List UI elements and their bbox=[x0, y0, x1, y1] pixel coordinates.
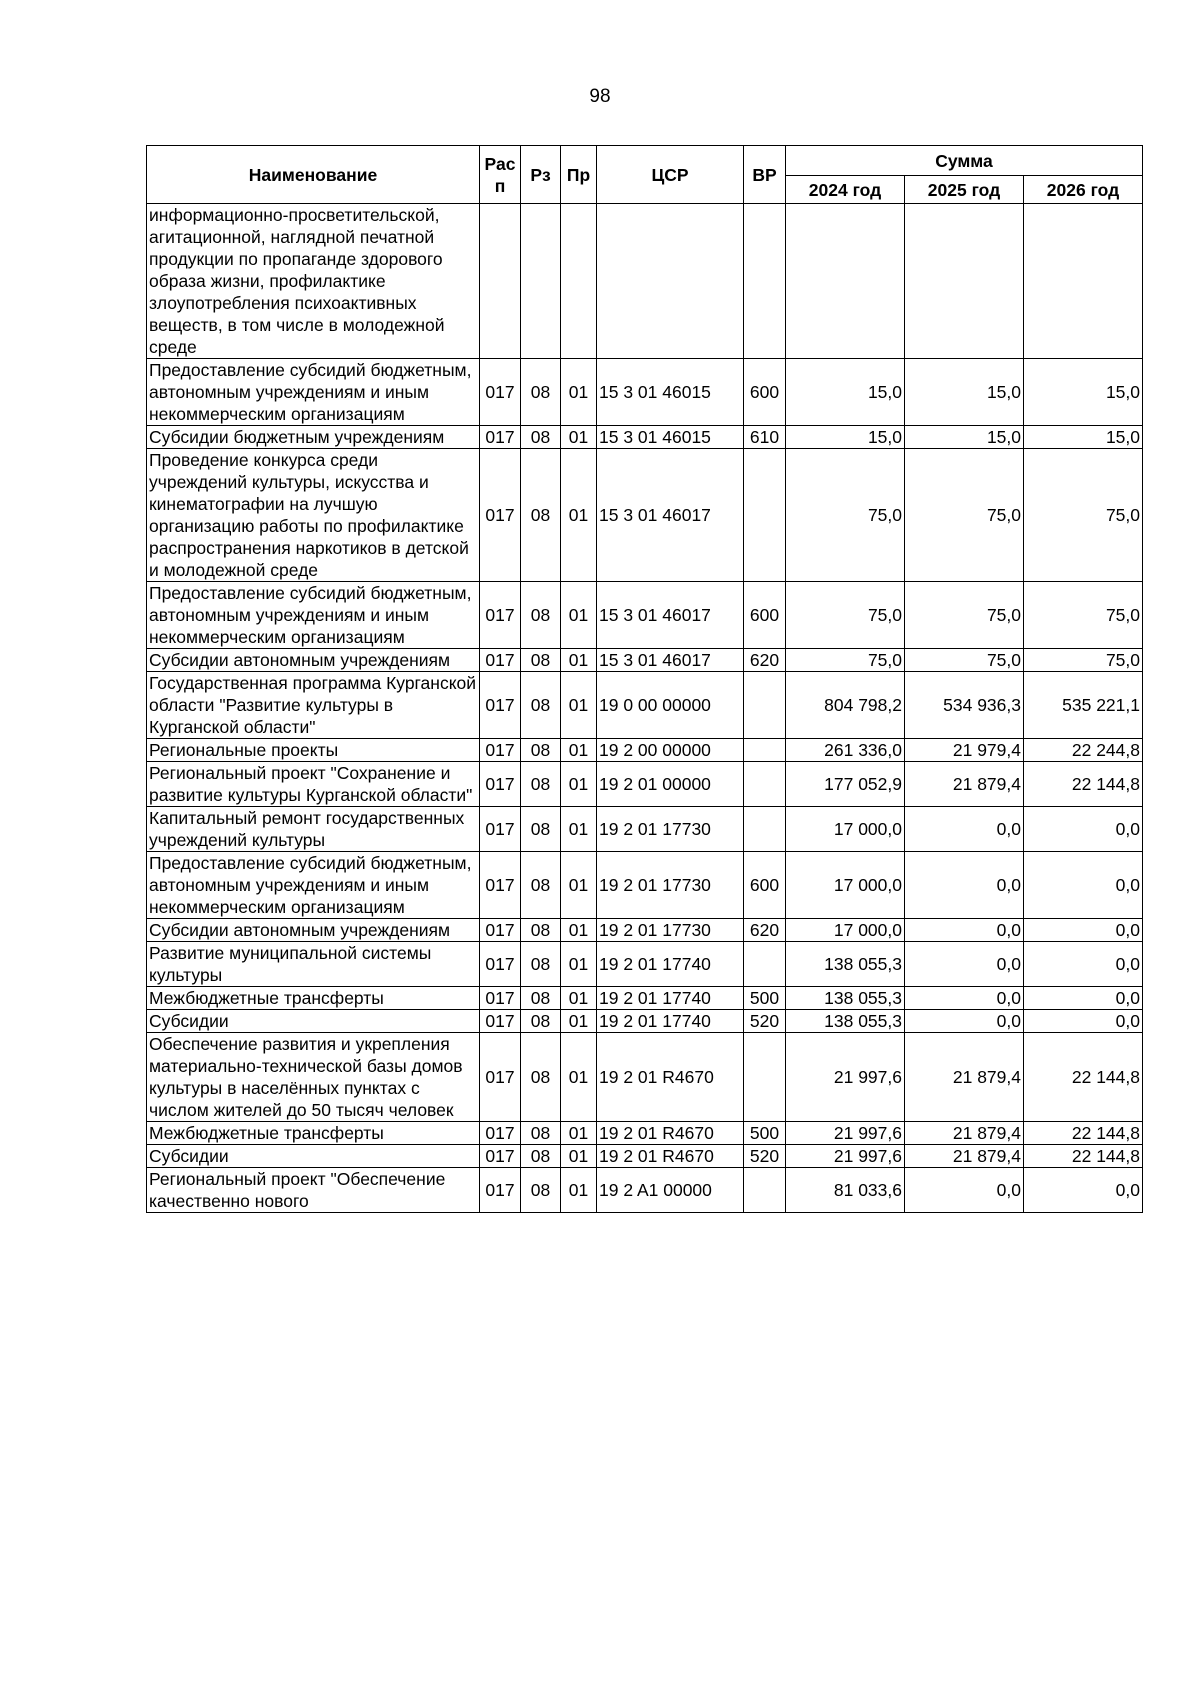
table-row bbox=[147, 426, 1143, 449]
cell-amount-2024: 138 055,3 bbox=[786, 987, 905, 1010]
cell-amount-2024: 75,0 bbox=[786, 582, 905, 649]
cell-csr: 15 3 01 46015 bbox=[597, 426, 744, 449]
cell-amount-2025: 21 879,4 bbox=[905, 1145, 1024, 1168]
cell-rz: 08 bbox=[521, 1010, 561, 1033]
cell-rasp: 017 bbox=[480, 1168, 521, 1213]
table-header bbox=[147, 146, 1143, 204]
header-sum: Сумма bbox=[786, 146, 1143, 176]
cell-amount-2025: 21 979,4 bbox=[905, 739, 1024, 762]
cell-rz: 08 bbox=[521, 852, 561, 919]
cell-vr: 520 bbox=[744, 1010, 786, 1033]
cell-pr: 01 bbox=[561, 1145, 597, 1168]
cell-csr: 19 2 01 17740 bbox=[597, 987, 744, 1010]
cell-csr: 19 2 01 R4670 bbox=[597, 1033, 744, 1122]
cell-rz: 08 bbox=[521, 739, 561, 762]
header-rasp: Рас п bbox=[480, 146, 521, 204]
cell-pr: 01 bbox=[561, 1033, 597, 1122]
cell-name: Межбюджетные трансферты bbox=[147, 1122, 480, 1145]
cell-amount-2025 bbox=[905, 204, 1024, 359]
cell-rz: 08 bbox=[521, 649, 561, 672]
cell-amount-2024: 17 000,0 bbox=[786, 852, 905, 919]
cell-rz: 08 bbox=[521, 987, 561, 1010]
cell-rasp: 017 bbox=[480, 1010, 521, 1033]
cell-rz: 08 bbox=[521, 426, 561, 449]
cell-name: Предоставление субсидий бюджетным, автономным учреждениям и иным некоммерческим организациям bbox=[147, 582, 480, 649]
cell-rasp: 017 bbox=[480, 1033, 521, 1122]
cell-amount-2026: 75,0 bbox=[1024, 582, 1143, 649]
cell-vr: 600 bbox=[744, 359, 786, 426]
cell-vr: 520 bbox=[744, 1145, 786, 1168]
cell-pr: 01 bbox=[561, 919, 597, 942]
cell-amount-2025: 0,0 bbox=[905, 852, 1024, 919]
cell-name: Предоставление субсидий бюджетным, автономным учреждениям и иным некоммерческим организациям bbox=[147, 359, 480, 426]
cell-csr: 19 2 01 00000 bbox=[597, 762, 744, 807]
header-csr: ЦСР bbox=[597, 146, 744, 204]
cell-amount-2024: 261 336,0 bbox=[786, 739, 905, 762]
cell-amount-2026: 0,0 bbox=[1024, 852, 1143, 919]
cell-vr bbox=[744, 807, 786, 852]
cell-rasp: 017 bbox=[480, 987, 521, 1010]
cell-amount-2025: 21 879,4 bbox=[905, 1122, 1024, 1145]
cell-vr: 600 bbox=[744, 582, 786, 649]
header-year-2024: 2024 год bbox=[786, 176, 905, 204]
cell-pr: 01 bbox=[561, 359, 597, 426]
cell-amount-2024: 138 055,3 bbox=[786, 942, 905, 987]
cell-csr: 15 3 01 46017 bbox=[597, 649, 744, 672]
table-row bbox=[147, 204, 1143, 359]
cell-amount-2025: 0,0 bbox=[905, 1168, 1024, 1213]
cell-rasp: 017 bbox=[480, 426, 521, 449]
cell-rz: 08 bbox=[521, 1122, 561, 1145]
header-name: Наименование bbox=[147, 146, 480, 204]
cell-name: Субсидии автономным учреждениям bbox=[147, 919, 480, 942]
cell-amount-2024: 804 798,2 bbox=[786, 672, 905, 739]
cell-rasp: 017 bbox=[480, 1145, 521, 1168]
header-year-2026: 2026 год bbox=[1024, 176, 1143, 204]
cell-amount-2024: 177 052,9 bbox=[786, 762, 905, 807]
cell-rasp: 017 bbox=[480, 359, 521, 426]
cell-amount-2024: 21 997,6 bbox=[786, 1122, 905, 1145]
cell-rz: 08 bbox=[521, 672, 561, 739]
cell-pr: 01 bbox=[561, 942, 597, 987]
cell-csr: 19 2 01 17730 bbox=[597, 919, 744, 942]
cell-amount-2025: 0,0 bbox=[905, 987, 1024, 1010]
cell-amount-2024: 138 055,3 bbox=[786, 1010, 905, 1033]
cell-rz: 08 bbox=[521, 1145, 561, 1168]
cell-amount-2025: 75,0 bbox=[905, 582, 1024, 649]
cell-rz: 08 bbox=[521, 582, 561, 649]
cell-amount-2025: 75,0 bbox=[905, 449, 1024, 582]
cell-amount-2025: 0,0 bbox=[905, 1010, 1024, 1033]
cell-amount-2025: 0,0 bbox=[905, 919, 1024, 942]
cell-csr: 19 2 01 17730 bbox=[597, 852, 744, 919]
cell-amount-2024: 81 033,6 bbox=[786, 1168, 905, 1213]
cell-rz: 08 bbox=[521, 1168, 561, 1213]
cell-rasp: 017 bbox=[480, 762, 521, 807]
cell-amount-2026: 0,0 bbox=[1024, 942, 1143, 987]
table-row bbox=[147, 1122, 1143, 1145]
cell-vr: 500 bbox=[744, 987, 786, 1010]
cell-csr bbox=[597, 204, 744, 359]
cell-vr bbox=[744, 672, 786, 739]
header-year-2025: 2025 год bbox=[905, 176, 1024, 204]
cell-pr: 01 bbox=[561, 1122, 597, 1145]
cell-vr: 500 bbox=[744, 1122, 786, 1145]
cell-amount-2025: 21 879,4 bbox=[905, 762, 1024, 807]
cell-amount-2024: 15,0 bbox=[786, 426, 905, 449]
cell-pr: 01 bbox=[561, 807, 597, 852]
cell-name: Капитальный ремонт государственных учреждений культуры bbox=[147, 807, 480, 852]
cell-vr bbox=[744, 942, 786, 987]
cell-pr bbox=[561, 204, 597, 359]
budget-table bbox=[146, 145, 1143, 1213]
cell-name: Предоставление субсидий бюджетным, автономным учреждениям и иным некоммерческим организациям bbox=[147, 852, 480, 919]
cell-rasp: 017 bbox=[480, 807, 521, 852]
cell-amount-2026: 15,0 bbox=[1024, 426, 1143, 449]
cell-amount-2026: 0,0 bbox=[1024, 919, 1143, 942]
table-row bbox=[147, 1168, 1143, 1213]
cell-csr: 19 2 01 17740 bbox=[597, 942, 744, 987]
table-row bbox=[147, 762, 1143, 807]
cell-amount-2026: 0,0 bbox=[1024, 1168, 1143, 1213]
cell-rz: 08 bbox=[521, 762, 561, 807]
cell-amount-2025: 0,0 bbox=[905, 807, 1024, 852]
header-vr: ВР bbox=[744, 146, 786, 204]
cell-rz: 08 bbox=[521, 807, 561, 852]
cell-amount-2026: 22 144,8 bbox=[1024, 1145, 1143, 1168]
cell-amount-2025: 15,0 bbox=[905, 359, 1024, 426]
cell-csr: 15 3 01 46017 bbox=[597, 449, 744, 582]
cell-rz: 08 bbox=[521, 359, 561, 426]
cell-name: Проведение конкурса среди учреждений культуры, искусства и кинематографии на лучшую организацию работы по профилактике распространения наркотиков в детской и молодежной среде bbox=[147, 449, 480, 582]
cell-amount-2024: 17 000,0 bbox=[786, 919, 905, 942]
cell-pr: 01 bbox=[561, 426, 597, 449]
header-pr: Пр bbox=[561, 146, 597, 204]
cell-csr: 19 2 01 17730 bbox=[597, 807, 744, 852]
table-row bbox=[147, 852, 1143, 919]
table-row bbox=[147, 739, 1143, 762]
cell-amount-2026 bbox=[1024, 204, 1143, 359]
cell-amount-2024: 21 997,6 bbox=[786, 1145, 905, 1168]
cell-csr: 19 0 00 00000 bbox=[597, 672, 744, 739]
cell-amount-2026: 22 144,8 bbox=[1024, 1033, 1143, 1122]
cell-vr bbox=[744, 204, 786, 359]
cell-name: Субсидии bbox=[147, 1010, 480, 1033]
cell-vr bbox=[744, 449, 786, 582]
cell-amount-2025: 534 936,3 bbox=[905, 672, 1024, 739]
cell-amount-2024 bbox=[786, 204, 905, 359]
cell-pr: 01 bbox=[561, 582, 597, 649]
cell-rasp: 017 bbox=[480, 919, 521, 942]
cell-name: Региональный проект "Обеспечение качественно нового bbox=[147, 1168, 480, 1213]
table-row bbox=[147, 987, 1143, 1010]
cell-csr: 15 3 01 46015 bbox=[597, 359, 744, 426]
cell-name: Обеспечение развития и укрепления материально-технической базы домов культуры в населённых пунктах с числом жителей до 50 тысяч человек bbox=[147, 1033, 480, 1122]
cell-rz: 08 bbox=[521, 1033, 561, 1122]
table-body bbox=[147, 204, 1143, 1213]
cell-amount-2026: 0,0 bbox=[1024, 807, 1143, 852]
cell-csr: 19 2 A1 00000 bbox=[597, 1168, 744, 1213]
cell-name: Субсидии бюджетным учреждениям bbox=[147, 426, 480, 449]
cell-csr: 15 3 01 46017 bbox=[597, 582, 744, 649]
cell-rasp: 017 bbox=[480, 739, 521, 762]
cell-name: информационно-просветительской, агитационной, наглядной печатной продукции по пропаганде здорового образа жизни, профилактике злоупотребления психоактивных веществ, в том числе в молодежной среде bbox=[147, 204, 480, 359]
cell-name: Региональные проекты bbox=[147, 739, 480, 762]
cell-name: Субсидии bbox=[147, 1145, 480, 1168]
cell-amount-2026: 15,0 bbox=[1024, 359, 1143, 426]
table-row bbox=[147, 807, 1143, 852]
table-row bbox=[147, 449, 1143, 582]
cell-rz bbox=[521, 204, 561, 359]
table-row bbox=[147, 649, 1143, 672]
cell-vr bbox=[744, 762, 786, 807]
header-rz: Рз bbox=[521, 146, 561, 204]
cell-pr: 01 bbox=[561, 1010, 597, 1033]
cell-amount-2026: 0,0 bbox=[1024, 1010, 1143, 1033]
cell-csr: 19 2 01 17740 bbox=[597, 1010, 744, 1033]
cell-rasp: 017 bbox=[480, 1122, 521, 1145]
table-row bbox=[147, 1145, 1143, 1168]
cell-amount-2026: 75,0 bbox=[1024, 649, 1143, 672]
cell-rasp: 017 bbox=[480, 942, 521, 987]
table-row bbox=[147, 919, 1143, 942]
cell-amount-2026: 75,0 bbox=[1024, 449, 1143, 582]
cell-amount-2025: 75,0 bbox=[905, 649, 1024, 672]
table-row bbox=[147, 1033, 1143, 1122]
cell-pr: 01 bbox=[561, 449, 597, 582]
cell-rasp: 017 bbox=[480, 852, 521, 919]
cell-amount-2025: 15,0 bbox=[905, 426, 1024, 449]
cell-pr: 01 bbox=[561, 1168, 597, 1213]
cell-amount-2026: 535 221,1 bbox=[1024, 672, 1143, 739]
cell-pr: 01 bbox=[561, 649, 597, 672]
cell-pr: 01 bbox=[561, 762, 597, 807]
cell-csr: 19 2 01 R4670 bbox=[597, 1145, 744, 1168]
cell-rasp: 017 bbox=[480, 672, 521, 739]
cell-name: Региональный проект "Сохранение и развитие культуры Курганской области" bbox=[147, 762, 480, 807]
cell-vr bbox=[744, 1033, 786, 1122]
table-row bbox=[147, 672, 1143, 739]
cell-pr: 01 bbox=[561, 987, 597, 1010]
cell-vr bbox=[744, 1168, 786, 1213]
cell-amount-2024: 17 000,0 bbox=[786, 807, 905, 852]
cell-pr: 01 bbox=[561, 672, 597, 739]
cell-amount-2025: 21 879,4 bbox=[905, 1033, 1024, 1122]
cell-rz: 08 bbox=[521, 449, 561, 582]
cell-vr: 620 bbox=[744, 919, 786, 942]
cell-rasp bbox=[480, 204, 521, 359]
cell-csr: 19 2 00 00000 bbox=[597, 739, 744, 762]
cell-vr: 620 bbox=[744, 649, 786, 672]
cell-rasp: 017 bbox=[480, 649, 521, 672]
cell-vr: 600 bbox=[744, 852, 786, 919]
cell-name: Межбюджетные трансферты bbox=[147, 987, 480, 1010]
cell-rasp: 017 bbox=[480, 449, 521, 582]
cell-amount-2026: 22 244,8 bbox=[1024, 739, 1143, 762]
cell-csr: 19 2 01 R4670 bbox=[597, 1122, 744, 1145]
cell-amount-2024: 75,0 bbox=[786, 649, 905, 672]
cell-name: Государственная программа Курганской области "Развитие культуры в Курганской области" bbox=[147, 672, 480, 739]
cell-amount-2024: 21 997,6 bbox=[786, 1033, 905, 1122]
cell-amount-2024: 75,0 bbox=[786, 449, 905, 582]
cell-vr bbox=[744, 739, 786, 762]
table-row bbox=[147, 359, 1143, 426]
cell-rasp: 017 bbox=[480, 582, 521, 649]
cell-amount-2026: 22 144,8 bbox=[1024, 762, 1143, 807]
cell-amount-2024: 15,0 bbox=[786, 359, 905, 426]
cell-pr: 01 bbox=[561, 852, 597, 919]
table-row bbox=[147, 942, 1143, 987]
cell-amount-2026: 22 144,8 bbox=[1024, 1122, 1143, 1145]
cell-pr: 01 bbox=[561, 739, 597, 762]
table-row bbox=[147, 582, 1143, 649]
cell-rz: 08 bbox=[521, 919, 561, 942]
cell-name: Субсидии автономным учреждениям bbox=[147, 649, 480, 672]
cell-rz: 08 bbox=[521, 942, 561, 987]
page-number: 98 bbox=[589, 86, 611, 107]
cell-amount-2025: 0,0 bbox=[905, 942, 1024, 987]
cell-amount-2026: 0,0 bbox=[1024, 987, 1143, 1010]
cell-name: Развитие муниципальной системы культуры bbox=[147, 942, 480, 987]
cell-vr: 610 bbox=[744, 426, 786, 449]
table-row bbox=[147, 1010, 1143, 1033]
